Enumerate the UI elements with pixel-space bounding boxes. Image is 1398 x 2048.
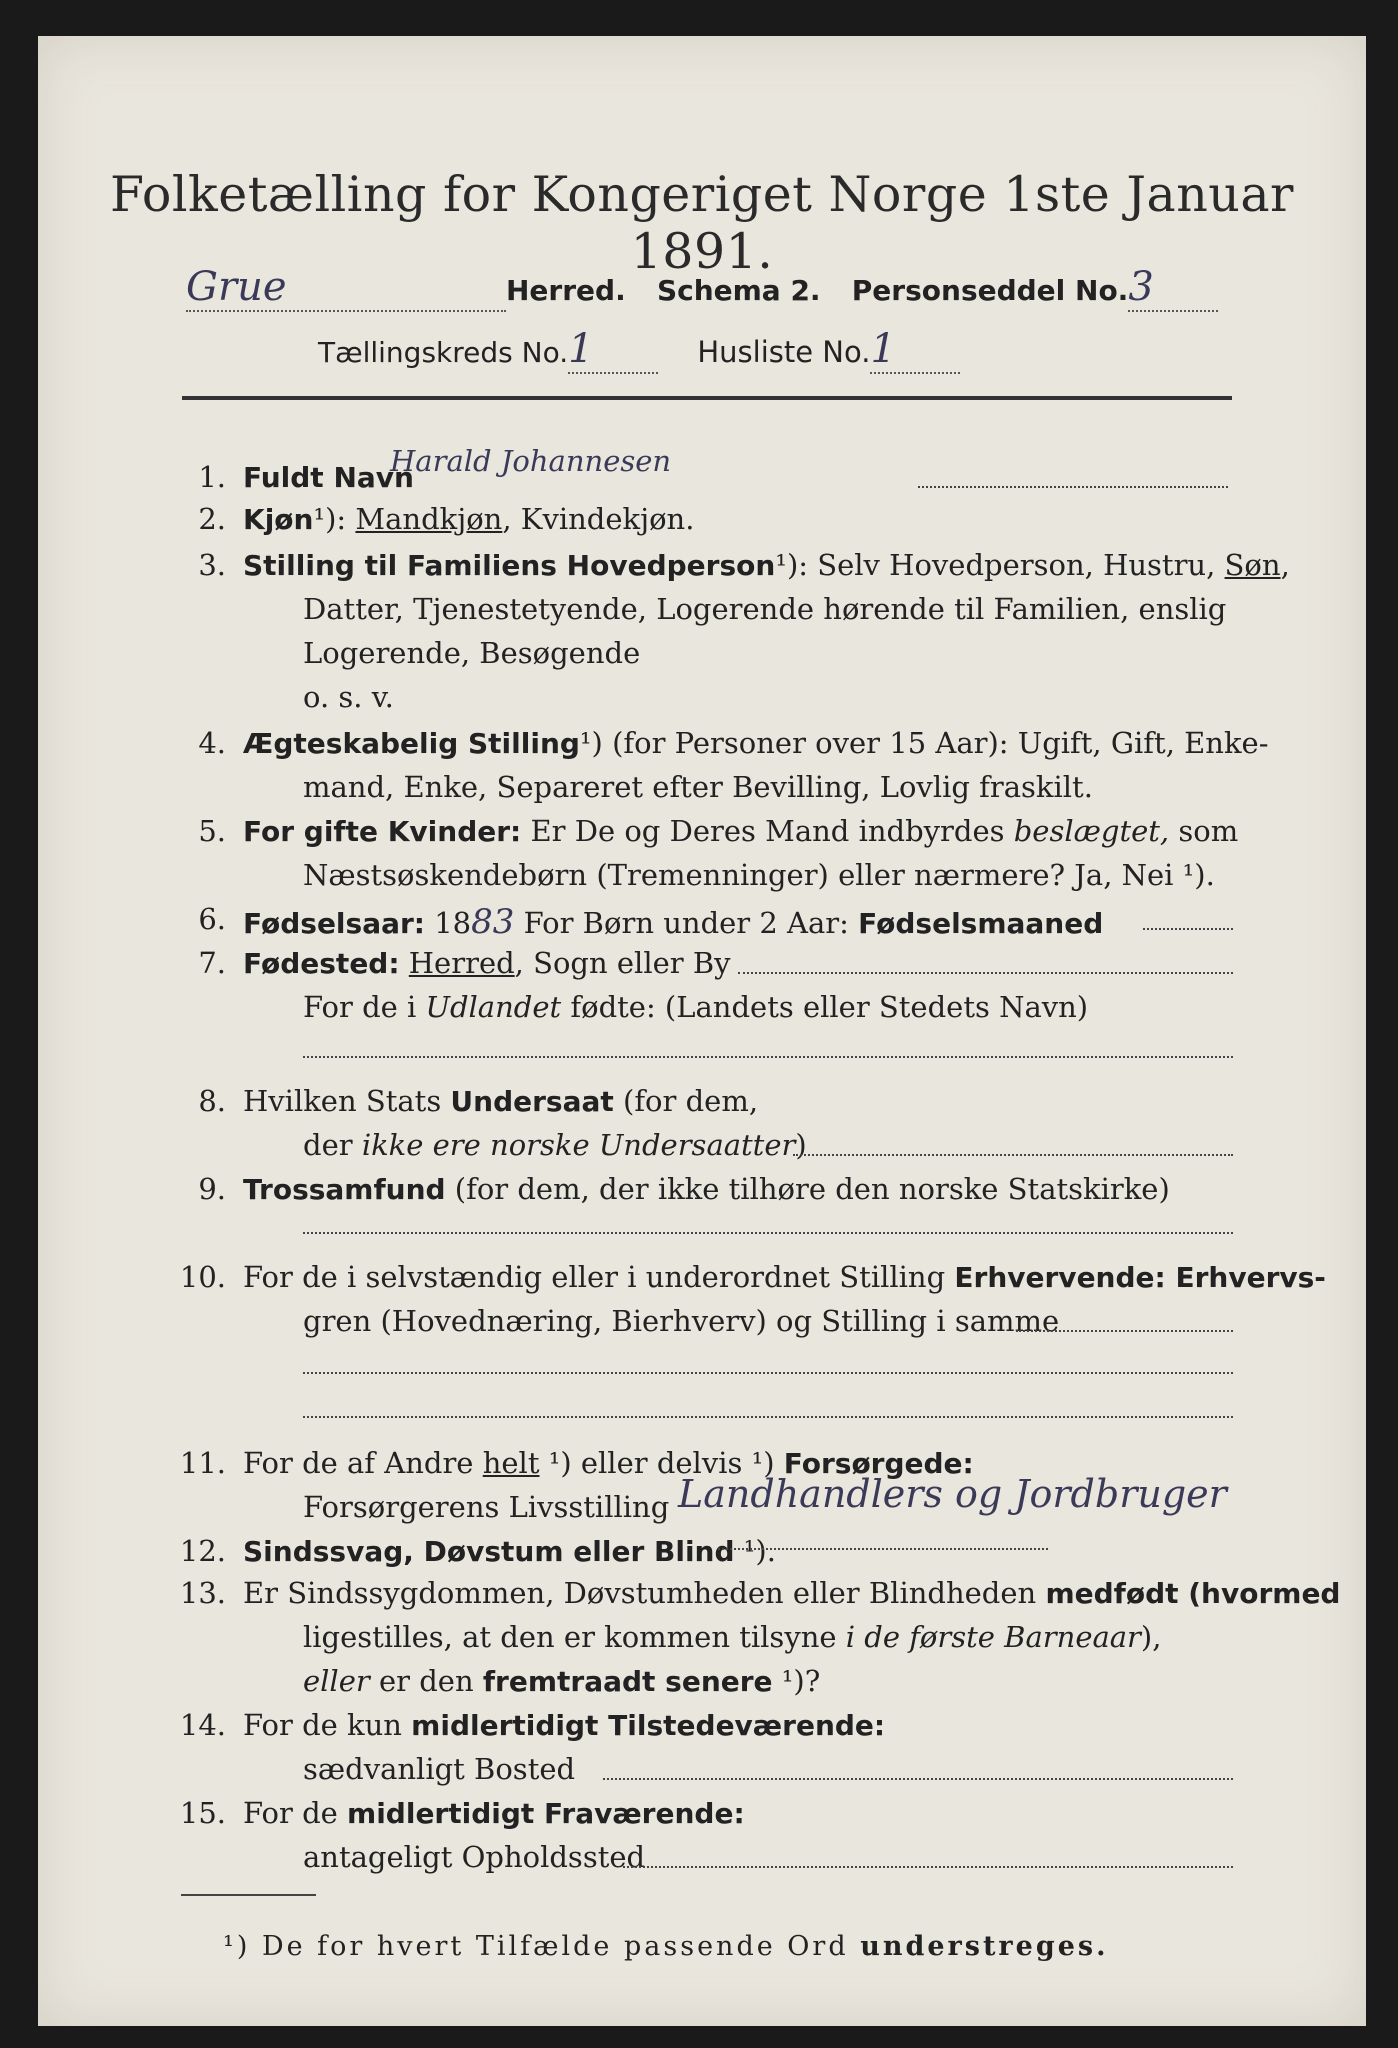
header-rule xyxy=(182,396,1232,400)
personseddel-value: 3 xyxy=(1128,264,1154,310)
q3-text-3: Logerende, Besøgende xyxy=(303,636,641,670)
form-title: Folketælling for Kongeriget Norge 1ste Januar 1891. xyxy=(110,166,1294,280)
q9-text: Trossamfund (for dem, der ikke tilhøre den norske Statskirke) xyxy=(243,1172,1170,1206)
q1-answer: Harald Johannesen xyxy=(390,444,672,478)
q10-fill-1 xyxy=(1016,1330,1233,1332)
q8-text-1: Hvilken Stats Undersaat (for dem, xyxy=(243,1084,759,1118)
q12-number: 12. xyxy=(179,1534,226,1568)
q14-number: 14. xyxy=(179,1708,226,1742)
q9-number: 9. xyxy=(198,1172,226,1206)
q15-text-2: antageligt Opholdssted xyxy=(303,1840,646,1874)
q10-text-2: gren (Hovednæring, Bierhverv) og Stilling i samme xyxy=(303,1304,1060,1338)
q13-text-1: Er Sindssygdommen, Døvstumheden eller Blindheden medfødt (hvormed xyxy=(243,1576,1341,1610)
q6-text: Fødselsaar: 1883 For Børn under 2 Aar: Fødselsmaaned xyxy=(243,902,1104,942)
q14-fill xyxy=(603,1778,1233,1780)
q1-fill xyxy=(918,486,1228,488)
footnote-rule xyxy=(181,1894,316,1896)
herred-value: Grue xyxy=(186,264,287,310)
q11-number: 11. xyxy=(179,1446,226,1480)
q13-text-3: eller er den fremtraadt senere ¹)? xyxy=(303,1664,821,1698)
q6-year-answer: 83 xyxy=(471,902,515,942)
q4-text-2: mand, Enke, Separeret efter Bevilling, Lovlig fraskilt. xyxy=(303,770,1093,804)
q10-fill-2 xyxy=(303,1372,1233,1374)
q14-text-1: For de kun midlertidigt Tilstedeværende: xyxy=(243,1708,886,1742)
q1-number: 1. xyxy=(198,460,226,494)
q3-text-2: Datter, Tjenestetyende, Logerende hørende til Familien, enslig xyxy=(303,592,1227,626)
q7-fill-2 xyxy=(303,1056,1233,1058)
q10-number: 10. xyxy=(179,1260,226,1294)
q7-text-2: For de i Udlandet fødte: (Landets eller Stedets Navn) xyxy=(303,990,1089,1024)
q2-number: 2. xyxy=(198,502,226,536)
kreds-line xyxy=(318,326,960,374)
q4-number: 4. xyxy=(198,726,226,760)
q15-fill xyxy=(623,1866,1233,1868)
q5-text-2: Næstsøskendebørn (Tremenninger) eller nærmere? Ja, Nei ¹). xyxy=(303,858,1215,892)
q15-number: 15. xyxy=(179,1796,226,1830)
q5-number: 5. xyxy=(198,814,226,848)
q8-text-2: der ikke ere norske Undersaatter) xyxy=(303,1128,807,1162)
q6-number: 6. xyxy=(198,902,226,936)
q11-answer: Landhandlers og Jordbruger xyxy=(678,1472,1227,1516)
q11-text-1: For de af Andre helt ¹) eller delvis ¹) Forsørgede: xyxy=(243,1446,974,1480)
q15-text-1: For de midlertidigt Fraværende: xyxy=(243,1796,745,1830)
q7-number: 7. xyxy=(198,946,226,980)
q4-text-1: Ægteskabelig Stilling¹) (for Personer over 15 Aar): Ugift, Gift, Enke- xyxy=(243,726,1269,760)
q10-text-1: For de i selvstændig eller i underordnet Stilling Erhvervende: Erhvervs- xyxy=(243,1260,1326,1294)
footnote: ¹) De for hvert Tilfælde passende Ord understreges. xyxy=(223,1931,1109,1962)
q8-number: 8. xyxy=(198,1084,226,1118)
q5-text-1: For gifte Kvinder: Er De og Deres Mand indbyrdes beslægtet, som xyxy=(243,814,1239,848)
q8-fill xyxy=(793,1154,1233,1156)
q3-text-1: Stilling til Familiens Hovedperson¹): Selv Hovedperson, Hustru, Søn, xyxy=(243,548,1290,582)
q6-fill xyxy=(1143,928,1233,930)
kreds-value: 1 xyxy=(568,326,594,372)
q12-text: Sindssvag, Døvstum eller Blind ¹). xyxy=(243,1534,776,1568)
q11-text-2: Forsørgerens Livsstilling xyxy=(303,1490,670,1524)
q2-text: Kjøn¹): Mandkjøn, Kvindekjøn. xyxy=(243,502,695,536)
q12-fill xyxy=(718,1548,1048,1550)
schema-label: Schema 2. xyxy=(656,274,821,307)
q13-text-2: ligestilles, at den er kommen tilsyne i de første Barneaar), xyxy=(303,1620,1162,1654)
q3-number: 3. xyxy=(198,548,226,582)
q13-number: 13. xyxy=(179,1576,226,1610)
husliste-value: 1 xyxy=(870,326,896,372)
husliste-label: Husliste No. xyxy=(697,335,871,369)
q1-label: Fuldt Navn xyxy=(243,461,414,494)
q3-text-4: o. s. v. xyxy=(303,680,394,714)
q14-text-2: sædvanligt Bosted xyxy=(303,1752,576,1786)
kreds-label: Tællingskreds No. xyxy=(318,336,569,369)
q7-fill-1 xyxy=(738,972,1233,974)
personseddel-label: Personseddel No. xyxy=(851,274,1129,307)
q7-text-1: Fødested: Herred, Sogn eller By xyxy=(243,946,731,980)
census-form xyxy=(38,36,1366,2026)
herred-label: Herred. xyxy=(506,274,626,307)
herred-line xyxy=(186,264,1218,312)
q9-fill xyxy=(303,1232,1233,1234)
q10-fill-3 xyxy=(303,1416,1233,1418)
